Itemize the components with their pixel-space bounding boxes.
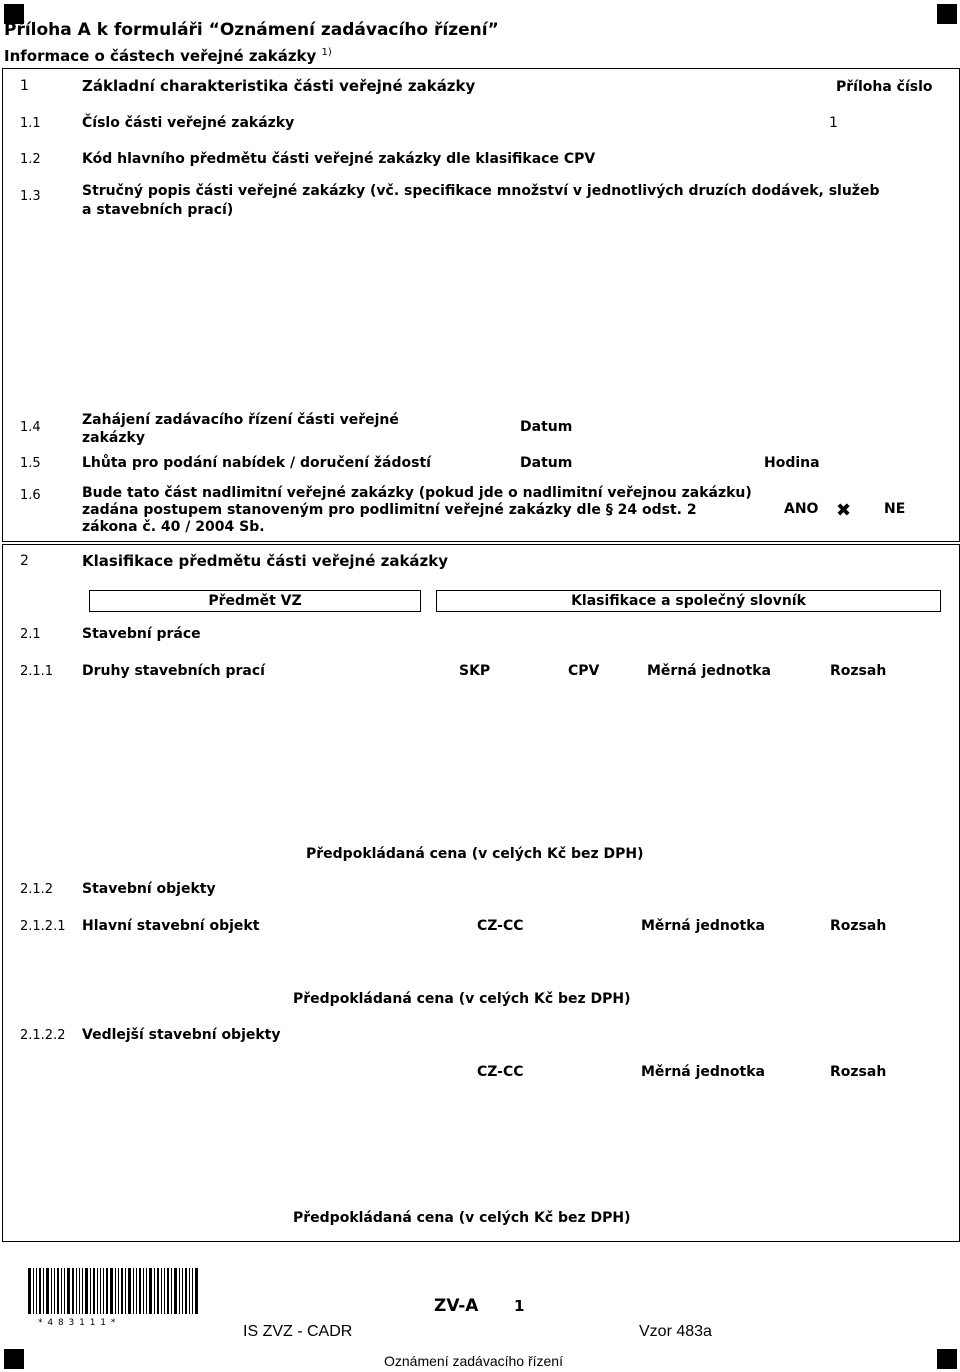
- subject-box: Předmět VZ: [89, 590, 421, 612]
- barcode-bar: [93, 1268, 95, 1314]
- estimated-price-main-object-label: Předpokládaná cena (v celých Kč bez DPH): [293, 991, 631, 1007]
- col-unit: Měrná jednotka: [647, 663, 771, 679]
- barcode-bar: [103, 1268, 104, 1314]
- page-title: Příloha A k formuláři “Oznámení zadávacího řízení”: [4, 20, 499, 40]
- row-2-1-2-1-number: 2.1.2.1: [20, 919, 66, 934]
- barcode-bar: [143, 1268, 144, 1314]
- barcode-bar: [43, 1268, 44, 1314]
- row-1-5-label: Lhůta pro podání nabídek / doručení žádostí: [82, 455, 431, 471]
- ano-label: ANO: [784, 501, 819, 517]
- footer-title: Oznámení zadávacího řízení: [384, 1353, 563, 1369]
- row-1-4-label: Zahájení zadávacího řízení části veřejné zakázky: [82, 412, 399, 446]
- col-range-main: Rozsah: [830, 918, 887, 934]
- col-range: Rozsah: [830, 663, 887, 679]
- barcode-bar: [51, 1268, 52, 1314]
- barcode-bar: [164, 1268, 165, 1314]
- registration-mark-top-right: [937, 4, 957, 24]
- barcode-bar: [33, 1268, 34, 1314]
- barcode-bar: [118, 1268, 119, 1314]
- barcode-bar: [97, 1268, 98, 1314]
- barcode-bar: [61, 1268, 62, 1314]
- part-number-value[interactable]: 1: [829, 115, 838, 131]
- row-2-1-2-number: 2.1.2: [20, 882, 54, 897]
- row-2-1-label: Stavební práce: [82, 626, 201, 642]
- barcode-bar: [195, 1268, 198, 1314]
- barcode-bar: [64, 1268, 65, 1314]
- col-czcc-main: CZ-CC: [477, 918, 524, 934]
- estimated-price-secondary-objects-label: Předpokládaná cena (v celých Kč bez DPH): [293, 1210, 631, 1226]
- barcode-bar: [161, 1268, 162, 1314]
- barcode-bar: [157, 1268, 159, 1314]
- col-cpv: CPV: [568, 663, 600, 679]
- barcode-bar: [85, 1268, 88, 1314]
- section-1-title: Základní charakteristika části veřejné zakázky: [82, 77, 476, 95]
- barcode-bar: [125, 1268, 126, 1314]
- barcode-bar: [185, 1268, 187, 1314]
- row-1-2-number: 1.2: [20, 152, 41, 167]
- barcode-bar: [79, 1268, 80, 1314]
- barcode-bar: [174, 1268, 177, 1314]
- barcode-bar: [154, 1268, 155, 1314]
- barcode-icon: [28, 1268, 206, 1314]
- barcode-bar: [149, 1268, 152, 1314]
- barcode-bar: [57, 1268, 59, 1314]
- registration-mark-bottom-right: [937, 1349, 957, 1369]
- annex-number-label: Příloha číslo: [836, 79, 933, 95]
- barcode-bar: [171, 1268, 172, 1314]
- row-1-4-number: 1.4: [20, 420, 41, 435]
- row-2-1-2-1-label: Hlavní stavební objekt: [82, 918, 260, 934]
- deadline-date-label: Datum: [520, 455, 573, 471]
- row-1-1-number: 1.1: [20, 116, 41, 131]
- barcode-bar: [121, 1268, 123, 1314]
- ne-label: NE: [884, 501, 906, 517]
- registration-mark-bottom-left: [4, 1349, 24, 1369]
- barcode-bar: [189, 1268, 190, 1314]
- col-range-secondary: Rozsah: [830, 1064, 887, 1080]
- col-czcc-secondary: CZ-CC: [477, 1064, 524, 1080]
- form-part-number: 1: [514, 1297, 525, 1315]
- row-1-2-label: Kód hlavního předmětu části veřejné zakázky dle klasifikace CPV: [82, 151, 596, 167]
- barcode-bar: [46, 1268, 49, 1314]
- barcode-bar: [39, 1268, 41, 1314]
- barcode-bar: [110, 1268, 113, 1314]
- page-subtitle: Informace o částech veřejné zakázky $^{1)}$: [4, 47, 332, 65]
- barcode-bar: [67, 1268, 70, 1314]
- ano-checkbox-cross-icon[interactable]: ✖: [836, 500, 852, 521]
- barcode-bar: [146, 1268, 147, 1314]
- row-2-1-1-label: Druhy stavebních prací: [82, 663, 265, 679]
- row-1-3-label: Stručný popis části veřejné zakázky (vč. specifikace množství v jednotlivých druzích dodávek, služeb a stavebních prací): [82, 183, 880, 218]
- start-date-label: Datum: [520, 419, 573, 435]
- barcode-bar: [54, 1268, 55, 1314]
- row-1-1-label: Číslo části veřejné zakázky: [82, 115, 295, 131]
- barcode-bar: [36, 1268, 37, 1314]
- description-input-area[interactable]: [82, 225, 942, 405]
- section-1-number: 1: [20, 78, 29, 94]
- row-2-1-2-label: Stavební objekty: [82, 881, 216, 897]
- row-1-6-label: Bude tato část nadlimitní veřejné zakázky (pokud jde o nadlimitní veřejnou zakázku) zadána postupem stanoveným pro podlimitní veřejné zakázky dle § 24 odst. 2 zákona č. 40 / 2004 Sb.: [82, 485, 752, 535]
- row-2-1-1-number: 2.1.1: [20, 664, 54, 679]
- col-unit-secondary: Měrná jednotka: [641, 1064, 765, 1080]
- col-unit-main: Měrná jednotka: [641, 918, 765, 934]
- barcode-bar: [28, 1268, 31, 1314]
- secondary-objects-input-area[interactable]: [82, 1086, 942, 1198]
- barcode-bar: [76, 1268, 77, 1314]
- col-skp: SKP: [459, 663, 491, 679]
- barcode-bar: [136, 1268, 137, 1314]
- row-1-3-number: 1.3: [20, 189, 41, 204]
- estimated-price-label: Předpokládaná cena (v celých Kč bez DPH): [306, 846, 644, 862]
- barcode-bar: [115, 1268, 116, 1314]
- barcode-bar: [106, 1268, 108, 1314]
- barcode-bar: [82, 1268, 83, 1314]
- barcode-bar: [133, 1268, 134, 1314]
- barcode-bar: [139, 1268, 141, 1314]
- row-2-1-2-2-number: 2.1.2.2: [20, 1028, 66, 1043]
- barcode-bar: [167, 1268, 169, 1314]
- row-1-5-number: 1.5: [20, 456, 41, 471]
- main-object-input-area[interactable]: [82, 940, 942, 982]
- row-2-1-2-2-label: Vedlejší stavební objekty: [82, 1027, 281, 1043]
- row-2-1-number: 2.1: [20, 627, 41, 642]
- barcode-bar: [128, 1268, 131, 1314]
- barcode-text: * 4 8 3 1 1 1 *: [38, 1318, 117, 1328]
- barcode-bar: [100, 1268, 101, 1314]
- construction-works-input-area[interactable]: [82, 686, 942, 836]
- template-name: Vzor 483a: [639, 1323, 712, 1340]
- barcode-bar: [192, 1268, 193, 1314]
- classification-box: Klasifikace a společný slovník: [436, 590, 941, 612]
- section-2-title: Klasifikace předmětu části veřejné zakázky: [82, 552, 449, 570]
- system-name: IS ZVZ - CADR: [243, 1323, 353, 1340]
- section-2-number: 2: [20, 553, 29, 569]
- form-code: ZV-A: [434, 1296, 479, 1316]
- barcode-bar: [72, 1268, 74, 1314]
- barcode-bar: [182, 1268, 183, 1314]
- row-1-6-number: 1.6: [20, 488, 41, 503]
- barcode-bar: [179, 1268, 180, 1314]
- barcode-bar: [90, 1268, 91, 1314]
- deadline-hour-label: Hodina: [764, 455, 820, 471]
